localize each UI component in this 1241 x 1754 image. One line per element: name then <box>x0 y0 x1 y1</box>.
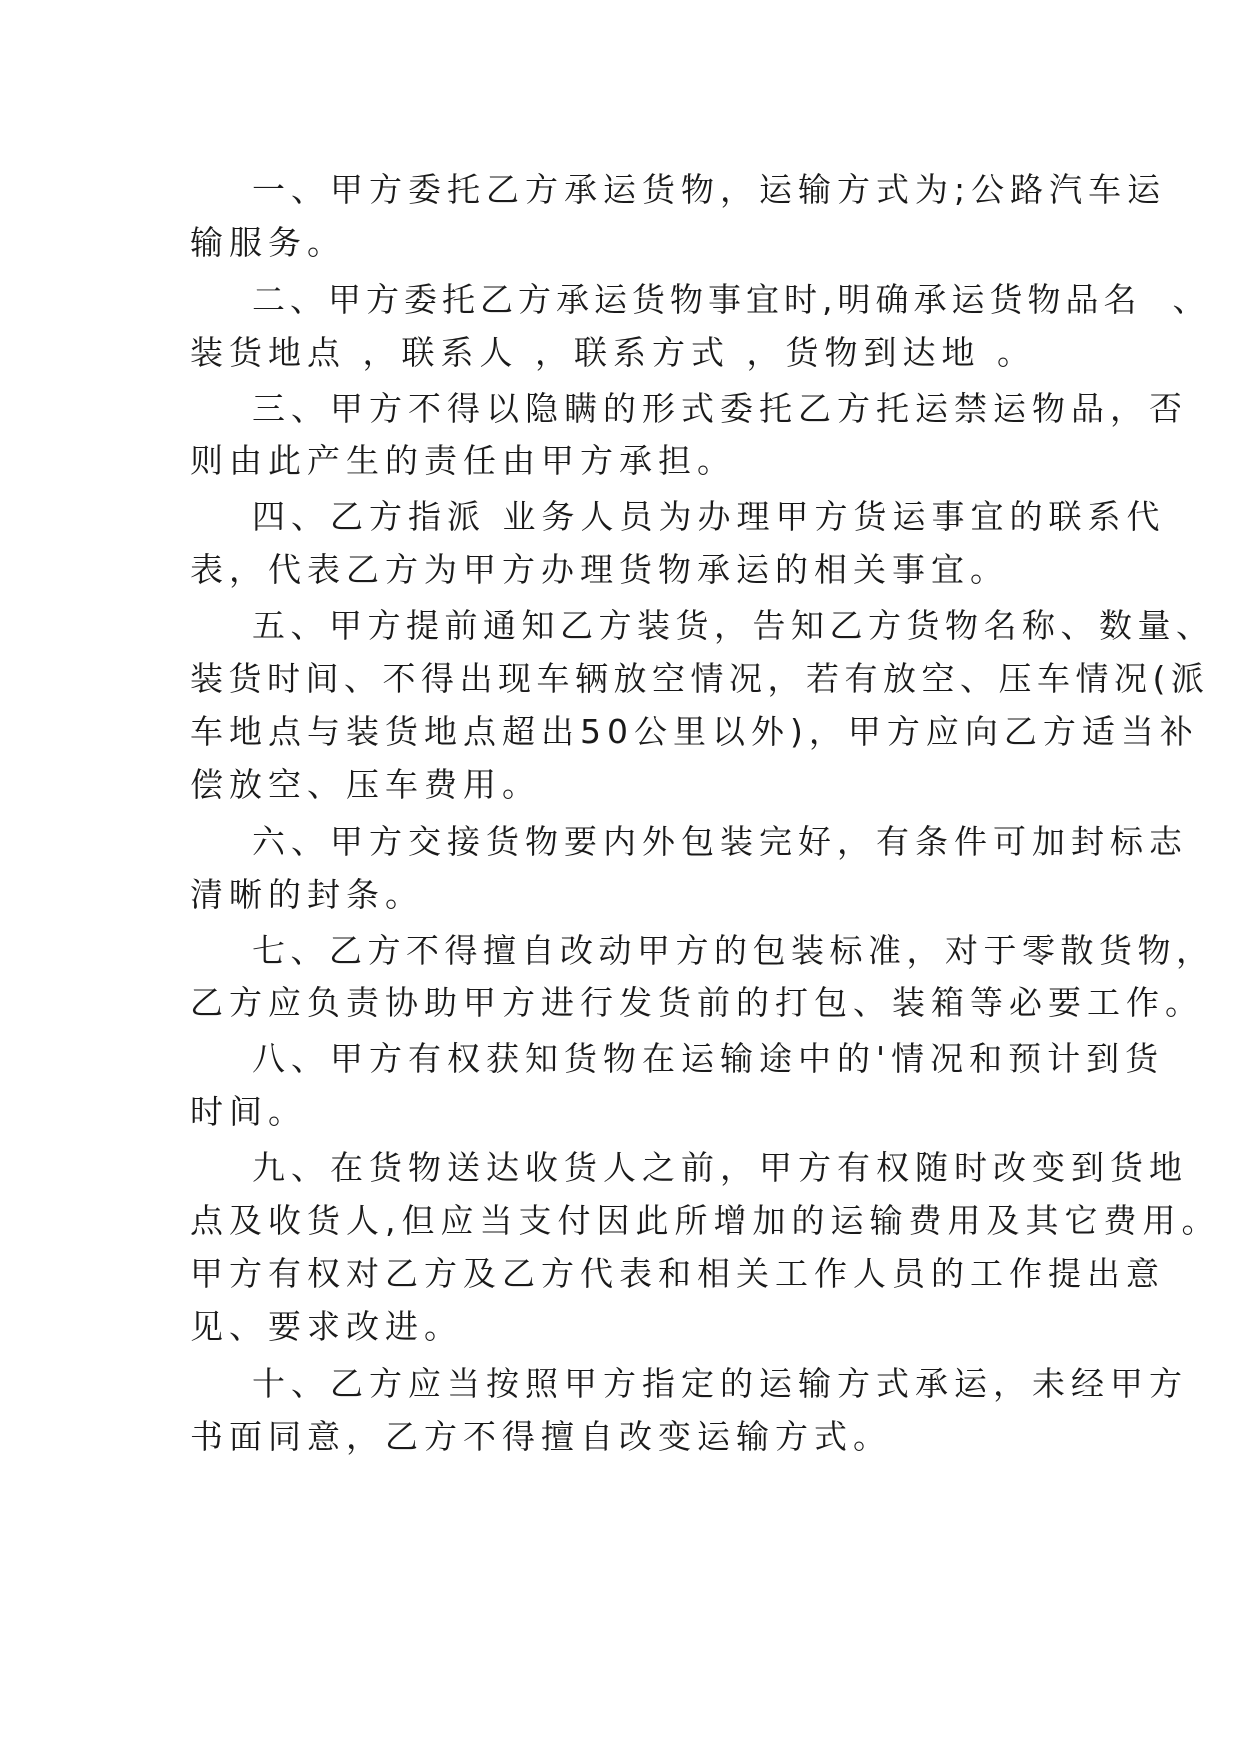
clause-9-line-1: 九、在货物送达收货人之前，甲方有权随时改变到货地 <box>252 1148 1188 1187</box>
clause-10-line-1: 十、乙方应当按照甲方指定的运输方式承运，未经甲方 <box>252 1364 1188 1403</box>
clause-7-line-2: 乙方应负责协助甲方进行发货前的打包、装箱等必要工作。 <box>190 983 1204 1022</box>
clause-6-line-2: 清晰的封条。 <box>190 875 424 914</box>
clause-8-line-1: 八、甲方有权获知货物在运输途中的'情况和预计到货 <box>252 1039 1165 1078</box>
clause-3-line-2: 则由此产生的责任由甲方承担。 <box>190 441 736 480</box>
clause-1-line-2: 输服务。 <box>190 223 346 262</box>
clause-9-line-2: 点及收货人,但应当支付因此所增加的运输费用及其它费用。 <box>190 1201 1221 1240</box>
clause-9-line-4: 见、要求改进。 <box>190 1307 463 1346</box>
clause-3-line-1: 三、甲方不得以隐瞒的形式委托乙方托运禁运物品，否 <box>252 389 1188 428</box>
clause-7-line-1: 七、乙方不得擅自改动甲方的包装标准，对于零散货物， <box>252 931 1215 970</box>
clause-6-line-1: 六、甲方交接货物要内外包装完好，有条件可加封标志 <box>252 822 1188 861</box>
clause-5-line-3: 车地点与装货地点超出50公里以外)，甲方应向乙方适当补 <box>190 712 1199 751</box>
clause-5-line-1: 五、甲方提前通知乙方装货，告知乙方货物名称、数量、 <box>252 606 1215 645</box>
clause-5-line-2: 装货时间、不得出现车辆放空情况，若有放空、压车情况(派 <box>190 659 1210 698</box>
clause-5-line-4: 偿放空、压车费用。 <box>190 765 541 804</box>
clause-10-line-2: 书面同意，乙方不得擅自改变运输方式。 <box>190 1417 892 1456</box>
clause-4-line-1: 四、乙方指派 业务人员为办理甲方货运事宜的联系代 <box>252 497 1166 536</box>
clause-1-line-1: 一、甲方委托乙方承运货物，运输方式为;公路汽车运 <box>252 170 1167 209</box>
clause-8-line-2: 时间。 <box>190 1092 307 1131</box>
clause-2-line-2: 装货地点 ，联系人 ，联系方式 ，货物到达地 。 <box>190 333 1036 372</box>
clause-9-line-3: 甲方有权对乙方及乙方代表和相关工作人员的工作提出意 <box>190 1254 1165 1293</box>
clause-2-line-1: 二、甲方委托乙方承运货物事宜时,明确承运货物品名 、 <box>252 280 1211 319</box>
clause-4-line-2: 表，代表乙方为甲方办理货物承运的相关事宜。 <box>190 550 1009 589</box>
